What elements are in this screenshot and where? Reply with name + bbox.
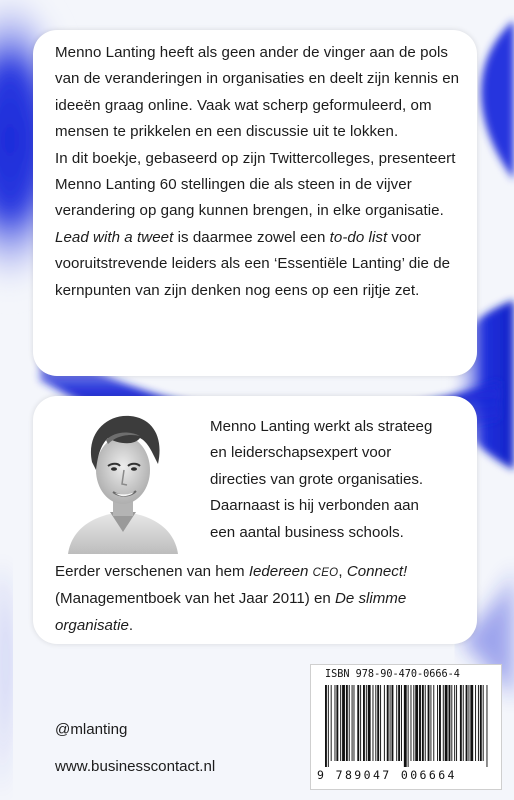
barcode-bar: [470, 685, 473, 761]
barcode-bar: [387, 685, 389, 761]
barcode-bar: [475, 685, 476, 761]
barcode-bar: [352, 685, 353, 761]
contact-info: [55, 711, 215, 785]
to-do-list-phrase: to-do list: [329, 228, 388, 246]
barcode-bar: [354, 685, 355, 761]
barcode-bar: [463, 685, 464, 761]
barcode-bar: [380, 685, 381, 761]
barcode-bar: [325, 685, 327, 767]
barcode-bar: [398, 685, 400, 761]
barcode-bar: [439, 685, 441, 761]
barcode-bar: [328, 685, 329, 767]
barcode-bar: [375, 685, 376, 761]
barcode-bar: [483, 685, 484, 761]
barcode-bar: [368, 685, 371, 761]
barcode-bar: [336, 685, 338, 761]
barcode-bar: [430, 685, 431, 761]
barcode-bar: [415, 685, 418, 761]
barcode-bar: [433, 685, 434, 761]
barcode-bar: [366, 685, 367, 761]
barcode-bar: [404, 685, 407, 767]
bio-line: directies van grote organisaties.: [210, 470, 424, 488]
barcode-bar: [454, 685, 455, 761]
barcode-bar: [466, 685, 468, 761]
book-title-lead-with-a-tweet: Lead with a tweet: [55, 228, 174, 246]
barcode-bar: [401, 685, 402, 761]
barcode-bar: [449, 685, 451, 761]
isbn-label: ISBN 978-90-470-0666-4: [325, 669, 460, 680]
author-bio: [210, 414, 472, 546]
blurb-paragraph-1: Menno Lanting heeft als geen ander de vinger aan de pols van de veranderingen in organisaties en deelt zijn kennis en ideeën graag online. Vaak wat scherp geformuleerd, om mensen te prikkelen en een discussie uit te lokken.: [55, 44, 460, 141]
author-portrait: [48, 404, 198, 554]
barcode-bar: [342, 685, 345, 761]
barcode-bar: [408, 685, 409, 767]
book-title-de-slimme: De slimme: [334, 590, 407, 608]
barcode-bar: [392, 685, 394, 761]
bio-line: een aantal business schools.: [210, 523, 404, 541]
barcode-bar: [487, 685, 488, 767]
barcode-bar: [480, 685, 482, 761]
isbn-barcode-box: [310, 664, 502, 790]
back-cover-blurb: [55, 40, 471, 304]
bio-line: Menno Lanting werkt als strateeg: [210, 418, 433, 435]
barcode-bar: [357, 685, 359, 761]
barcode-bar: [445, 685, 448, 761]
bio-line: Daarnaast is hij verbonden aan: [210, 497, 419, 515]
other-books-by-author: [55, 559, 471, 639]
barcode-bar: [360, 685, 361, 761]
barcode-bar: [377, 685, 379, 761]
barcode-bar: [331, 685, 332, 761]
barcode-bar: [373, 685, 374, 761]
barcode-bar: [460, 685, 462, 761]
ean-number: 9 789047 006664: [317, 768, 457, 782]
book-title-connect: Connect!: [346, 563, 408, 580]
barcode-bar: [349, 685, 350, 761]
barcode-bar: [451, 685, 452, 761]
barcode-bar: [428, 685, 430, 761]
other-books-line-3: organisatie.: [55, 616, 134, 634]
twitter-handle[interactable]: @mlanting: [55, 721, 128, 738]
barcode-bar: [478, 685, 479, 761]
barcode-bar: [413, 685, 414, 761]
book-title-iedereen-ceo: Iedereen CEO: [248, 563, 339, 580]
barcode-bar: [390, 685, 391, 761]
bio-line: en leiderschapsexpert voor: [210, 444, 392, 462]
barcode-bar: [340, 685, 341, 761]
barcode-bar: [335, 685, 336, 761]
barcode-bar: [346, 685, 348, 761]
barcode-bar: [419, 685, 421, 761]
barcode-bar: [456, 685, 457, 761]
barcode-bar: [396, 685, 397, 761]
barcode-bar: [411, 685, 412, 761]
other-books-line-2: (Managementboek van het Jaar 2011) en De slimme: [55, 590, 407, 608]
blurb-paragraph-2: In dit boekje, gebaseerd op zijn Twittercolleges, presenteert Menno Lanting 60 stellingen die als steen in de vijver verandering op gang kunnen brengen, in elke organisatie. Lead with a tweet is daarmee zowel een to-do list voor vooruitstrevende leiders als een ‘Essentiële Lanting’ die de kernpunten van zijn denken nog eens op een rijtje zet.: [55, 149, 456, 299]
barcode-bar: [422, 685, 424, 761]
barcode-bar: [425, 685, 426, 761]
other-books-line-1: Eerder verschenen van hem Iedereen CEO, Connect!: [55, 563, 408, 580]
barcode-bar: [443, 685, 444, 761]
barcode-bar: [363, 685, 365, 761]
barcode: [319, 685, 495, 767]
barcode-bar: [468, 685, 469, 761]
book-title-organisatie: organisatie: [55, 616, 129, 634]
barcode-bar: [384, 685, 385, 761]
website-link[interactable]: www.businesscontact.nl: [55, 758, 216, 775]
barcode-bar: [437, 685, 438, 761]
